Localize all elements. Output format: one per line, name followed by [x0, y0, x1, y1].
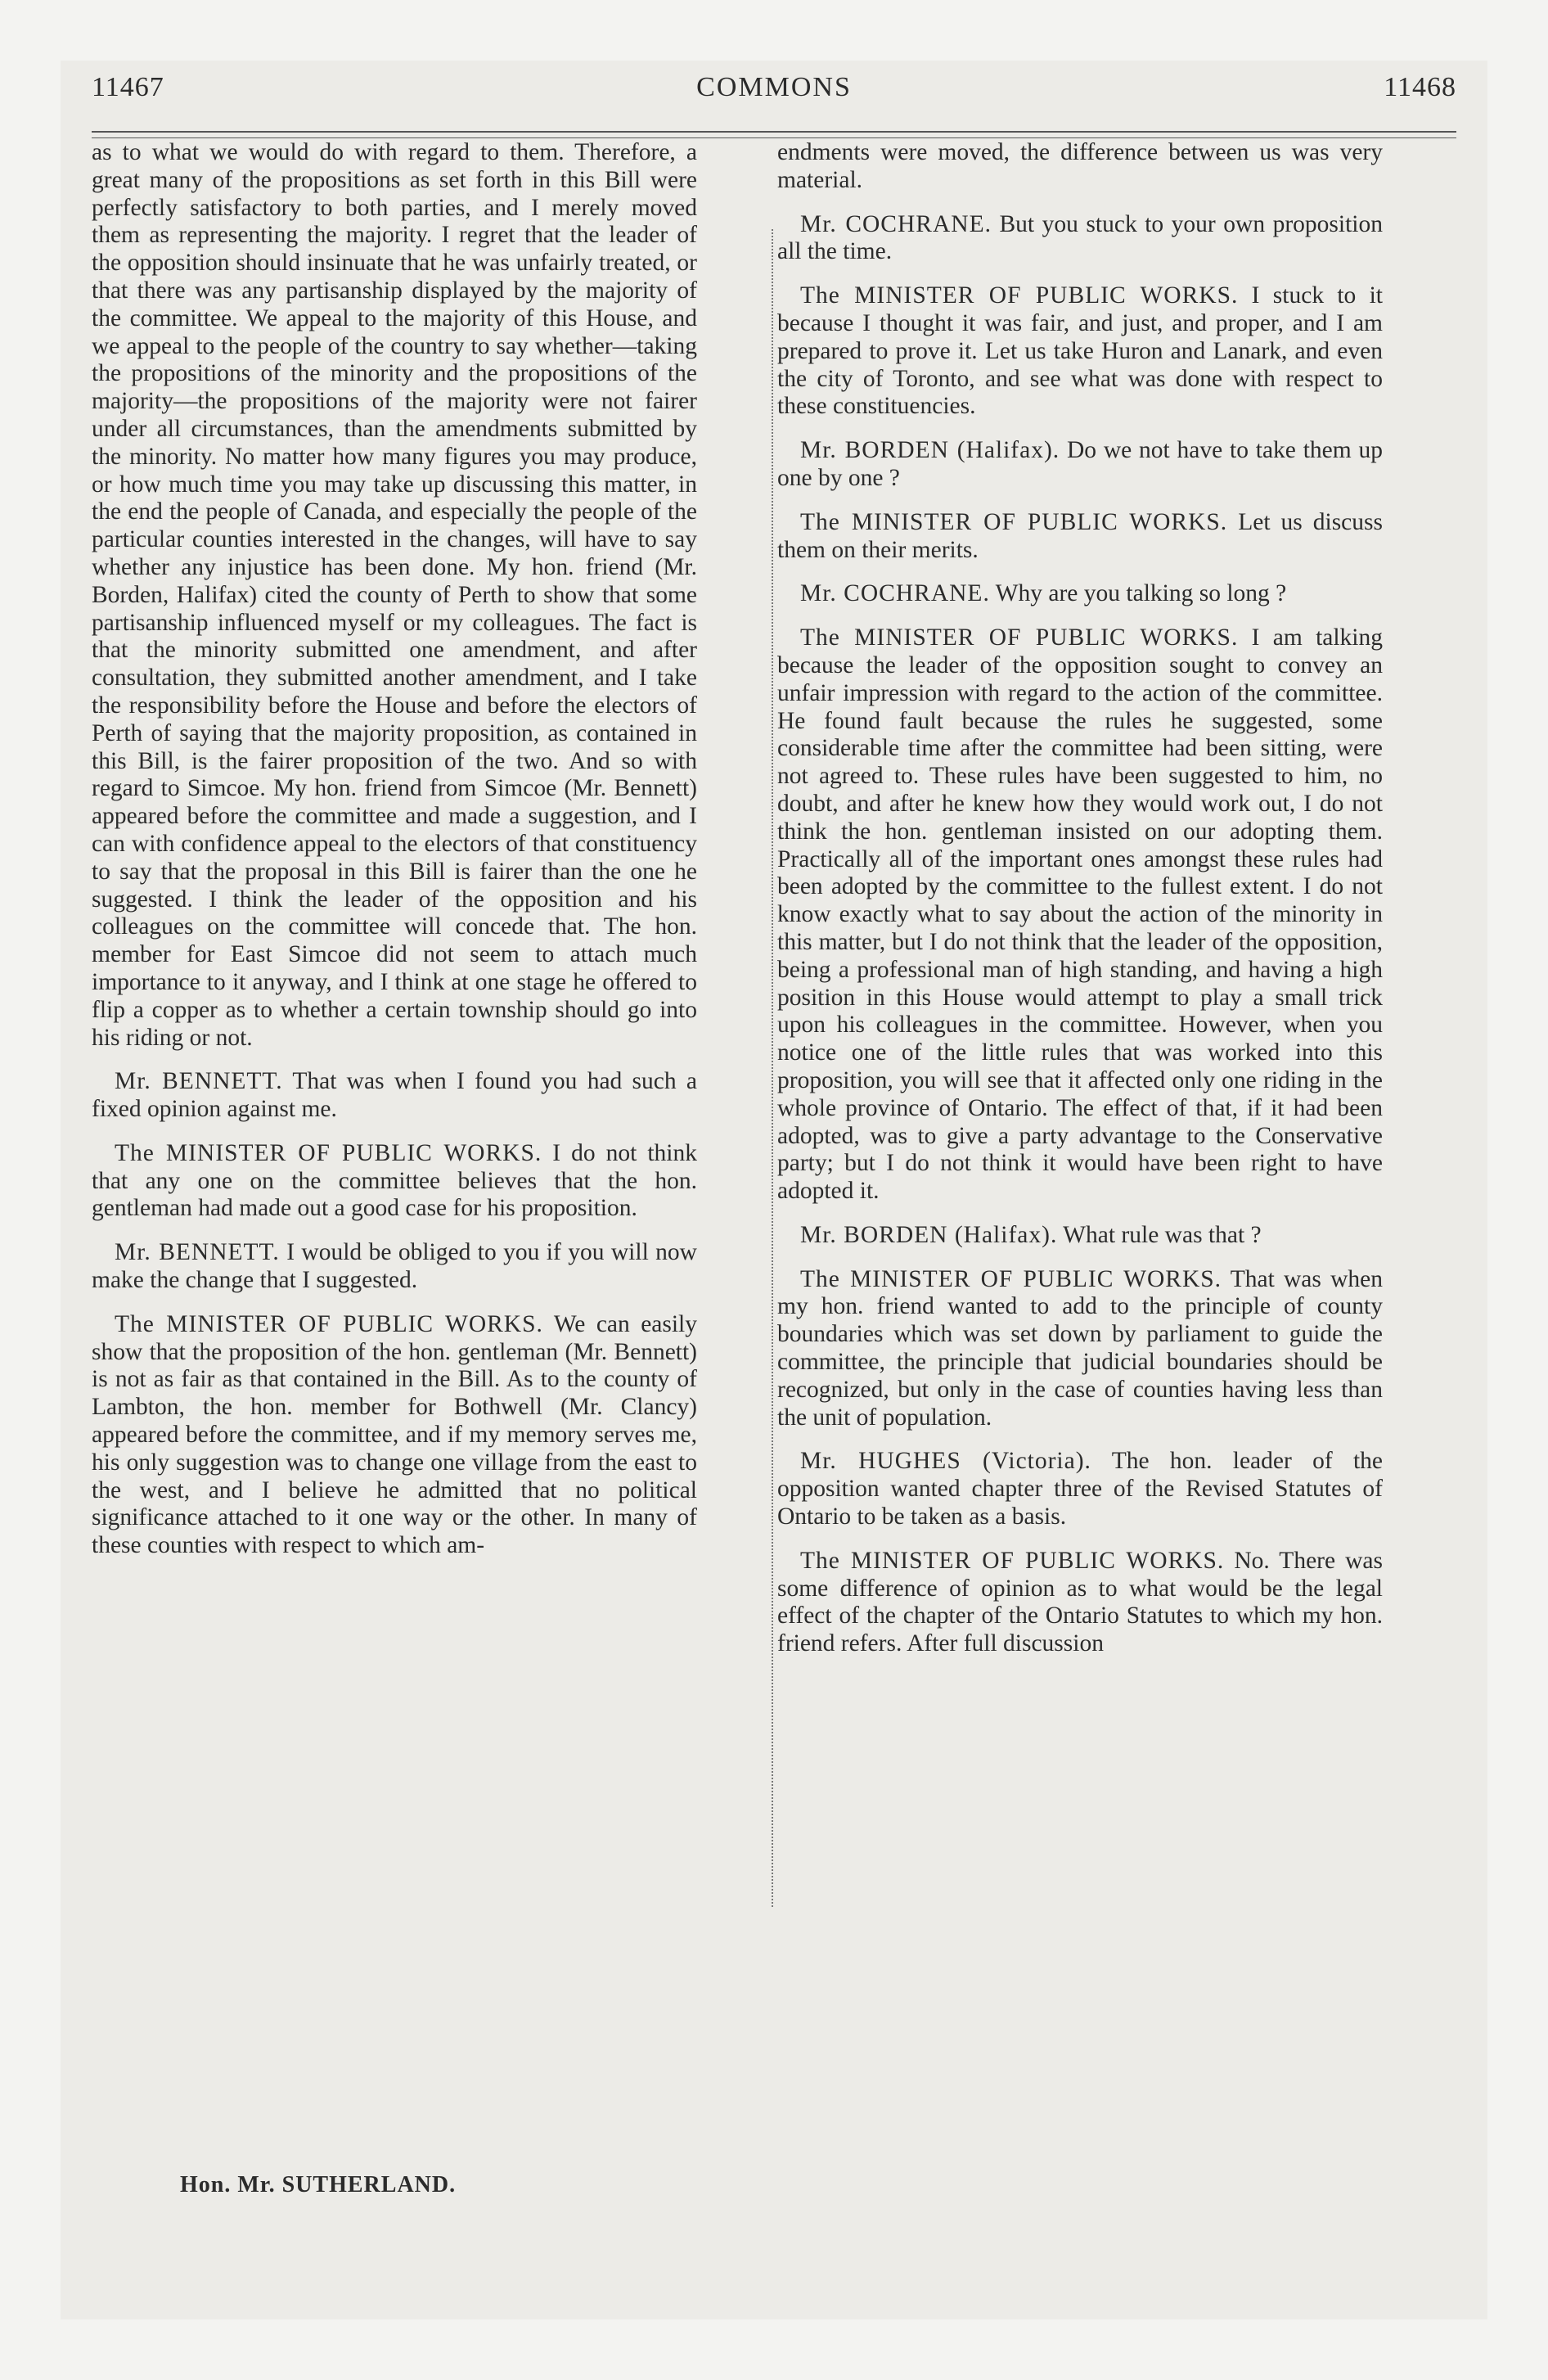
speaker-name: The MINISTER OF PUBLIC WORKS. — [800, 1265, 1222, 1292]
paragraph-text: We can easily show that the proposition of the hon. gentleman (Mr. Bennett) is not as fair as that contained in the Bill. As to the county of Lambton, the hon. member for Bothwell (Mr. Clancy) appeared before the committee, and if my memory serves me, his only suggestion was to change one village from the east to the west, and I believe he admitted that no political significance attached to it one way or the other. In many of these counties with respect to which am- — [92, 1310, 697, 1559]
paragraph-text: That was when my hon. friend wanted to add to the principle of county boundaries which was set down by parliament to guide the committee, the principle that judicial boundaries should be recognized, but only in the case of counties having less than the unit of population. — [777, 1265, 1383, 1431]
paragraph-text: Let us discuss them on their merits. — [777, 508, 1383, 563]
paragraph-text: That was when I found you had such a fixed opinion against me. — [92, 1068, 697, 1123]
paragraph-text: endments were moved, the difference between us was very material. — [777, 139, 1383, 193]
paragraph-text: I am talking because the leader of the opposition sought to convey an unfair impression with regard to the action of the committee. He found fault because the rules he suggested, some considerable time after the committee had been sitting, were not agreed to. These rules have been suggested to him, no doubt, and after he knew how they would work out, I do not think the hon. gentleman insisted on our adopting them. Practically all of the important ones amongst these rules had been adopted by the committee to the fullest extent. I do not know exactly what to say about the action of the minority in this matter, but I do not think that the leader of the opposition, being a professional man of high standing, and having a high position in this House would attempt to play a small trick upon his colleagues in the committee. However, when you notice one of the little rules that was worked into this proposition, you will see that it affected only one riding in the whole province of Ontario. The effect of that, if it had been adopted, was to give a party advantage to the Conservative party; but I do not think it would have been right to have adopted it. — [777, 624, 1384, 1205]
paragraph-text: But you stuck to your own proposition all the time. — [777, 210, 1383, 265]
speaker-name: Mr. BORDEN (Halifax). — [800, 437, 1060, 464]
page-number-right: 11468 — [1384, 72, 1456, 102]
paragraph — [777, 1222, 1383, 1250]
speaker-name: The MINISTER OF PUBLIC WORKS. — [115, 1139, 542, 1166]
speaker-name: Mr. BENNETT. — [115, 1239, 280, 1266]
paragraph — [777, 282, 1383, 421]
paragraph-text: I do not think that any one on the committee believes that the hon. gentleman had made out a good case for his proposition. — [92, 1139, 698, 1222]
paragraph-text: I would be obliged to you if you will now make the change that I suggested. — [92, 1239, 697, 1294]
speaker-name: The MINISTER OF PUBLIC WORKS. — [800, 282, 1239, 309]
speaker-name: Mr. COCHRANE. — [800, 580, 990, 607]
page-title: COMMONS — [696, 72, 852, 102]
paragraph-text: Do we not have to take them up one by one ? — [777, 437, 1383, 491]
paragraph-text: as to what we would do with regard to them. Therefore, a great many of the propositions as set forth in this Bill were perfectly satisfactory to both parties, and I merely moved them as representing the majority. I regret that the leader of the opposition should insinuate that he was unfairly treated, or that there was any partisanship displayed by the majority of the committee. We appeal to the majority of this House, and we appeal to the people of the country to say whether—taking the propositions of the minority and the propositions of the majority—the propositions of the majority were not fairer under all circumstances, than the amendments submitted by the minority. No matter how many figures you may produce, or how much time you may take up discussing this matter, in the end the people of Canada, and especially the people of the particular counties interested in the changes, will have to say whether any injustice has been done. My hon. friend (Mr. Borden, Halifax) cited the county of Perth to show that some partisanship influenced myself or my colleagues. The fact is that the minority submitted one amendment, and after consultation, they submitted another amendment, and I take the responsibility before the House and before the electors of Perth of saying that the majority proposition, as contained in this Bill, is the fairer proposition of the two. And so with regard to Simcoe. My hon. friend from Simcoe (Mr. Bennett) appeared before the committee and made a suggestion, and I can with confidence appeal to the electors of that constituency to say that the proposal in this Bill is fairer than the one he suggested. I think the leader of the opposition and his colleagues on the committee will concede that. The hon. member for East Simcoe did not seem to attach much importance to it anyway, and I think at one stage he offered to flip a copper as to whether a certain township should go into his riding or not. — [92, 139, 697, 1051]
paragraph-text: What rule was that ? — [1063, 1221, 1262, 1248]
paragraph — [92, 139, 697, 1052]
speaker-name: The MINISTER OF PUBLIC WORKS. — [115, 1310, 543, 1337]
paragraph — [777, 624, 1383, 1206]
paragraph — [777, 1266, 1383, 1432]
paragraph — [777, 437, 1383, 493]
right-column — [777, 139, 1383, 1658]
paragraph — [777, 211, 1383, 267]
paragraph-text: I stuck to it because I thought it was fair, and just, and proper, and I am prepared to prove it. Let us take Huron and Lanark, and even the city of Toronto, and see what was done with respect to these constituencies. — [777, 282, 1383, 420]
paragraph — [777, 509, 1383, 565]
paragraph — [777, 580, 1383, 608]
paragraph — [92, 1311, 697, 1560]
paragraph-text: Why are you talking so long ? — [995, 580, 1287, 607]
paragraph — [92, 1140, 697, 1223]
column-divider — [772, 229, 773, 1907]
paragraph — [92, 1068, 697, 1124]
running-header — [92, 72, 1456, 108]
speaker-name: The MINISTER OF PUBLIC WORKS. — [800, 624, 1239, 651]
speaker-name: The MINISTER OF PUBLIC WORKS. — [800, 508, 1228, 535]
paragraph — [777, 1548, 1383, 1658]
paragraph — [777, 1448, 1383, 1530]
speaker-name: Mr. BENNETT. — [115, 1068, 283, 1095]
left-column — [92, 139, 697, 1560]
speaker-name: Mr. BORDEN (Halifax). — [800, 1221, 1058, 1248]
speaker-name: The MINISTER OF PUBLIC WORKS. — [800, 1547, 1225, 1574]
paragraph — [777, 139, 1383, 195]
paragraph-text: No. There was some difference of opinion as to what would be the legal effect of the chapter of the Ontario Statutes to which my hon. friend refers. After full discussion — [777, 1547, 1383, 1657]
paragraph — [92, 1239, 697, 1295]
speaker-name: Mr. COCHRANE. — [800, 210, 992, 237]
footer-catchword: Hon. Mr. SUTHERLAND. — [180, 2172, 457, 2197]
paragraph-text: The hon. leader of the opposition wanted chapter three of the Revised Statutes of Ontario to be taken as a basis. — [777, 1448, 1384, 1530]
speaker-name: Mr. HUGHES (Victoria). — [800, 1448, 1091, 1475]
page-number-left: 11467 — [92, 72, 164, 102]
header-rule — [92, 131, 1456, 133]
header-rule-thin — [92, 137, 1456, 138]
